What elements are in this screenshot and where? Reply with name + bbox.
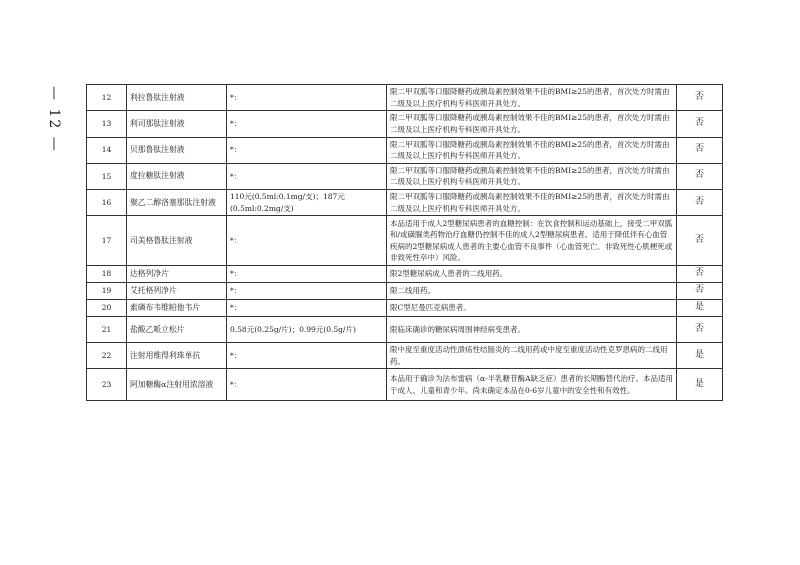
table-row <box>87 283 723 300</box>
drug-table <box>86 84 723 401</box>
table-row <box>87 85 723 111</box>
drug-spec: *： <box>227 111 387 137</box>
drug-name: 聚乙二醇洛塞那肽注射液 <box>127 190 227 216</box>
drug-flag: 是 <box>677 300 723 317</box>
row-number: 18 <box>87 266 127 283</box>
drug-name: 艾托格列净片 <box>127 283 227 300</box>
drug-name: 贝那鲁肽注射液 <box>127 137 227 163</box>
row-number: 12 <box>87 85 127 111</box>
drug-spec: *： <box>227 283 387 300</box>
drug-spec: *： <box>227 85 387 111</box>
drug-restriction: 限2型糖尿病成人患者的二线用药。 <box>387 266 677 283</box>
row-number: 16 <box>87 190 127 216</box>
table-row <box>87 300 723 317</box>
drug-flag: 否 <box>677 85 723 111</box>
drug-flag: 否 <box>677 216 723 266</box>
drug-spec: *： <box>227 369 387 401</box>
drug-name: 盐酸乙哌立松片 <box>127 317 227 343</box>
table-row <box>87 216 723 266</box>
drug-flag: 否 <box>677 317 723 343</box>
drug-spec: *： <box>227 216 387 266</box>
row-number: 17 <box>87 216 127 266</box>
row-number: 21 <box>87 317 127 343</box>
row-number: 13 <box>87 111 127 137</box>
drug-restriction: 限临床确诊的糖尿病周围神经病变患者。 <box>387 317 677 343</box>
drug-name: 注射用维得利珠单抗 <box>127 343 227 369</box>
drug-spec: 110元(0.5ml:0.1mg/支)；187元(0.5ml:0.2mg/支) <box>227 190 387 216</box>
table-row <box>87 190 723 216</box>
drug-flag: 是 <box>677 369 723 401</box>
drug-restriction: 限二甲双胍等口服降糖药或胰岛素控制效果不佳的BMI≥25的患者，首次处方时需由二级及以上医疗机构专科医师开具处方。 <box>387 111 677 137</box>
drug-spec: *： <box>227 163 387 189</box>
drug-spec: *： <box>227 300 387 317</box>
table-row <box>87 111 723 137</box>
drug-name: 利司那肽注射液 <box>127 111 227 137</box>
row-number: 22 <box>87 343 127 369</box>
table-row <box>87 369 723 401</box>
table-row <box>87 266 723 283</box>
drug-restriction: 限二甲双胍等口服降糖药或胰岛素控制效果不佳的BMI≥25的患者，首次处方时需由二级及以上医疗机构专科医师开具处方。 <box>387 190 677 216</box>
drug-flag: 否 <box>677 266 723 283</box>
drug-restriction: 限C型尼曼匹克病患者。 <box>387 300 677 317</box>
drug-table-body <box>87 85 723 401</box>
drug-name: 阿加糖酶α注射用浓溶液 <box>127 369 227 401</box>
row-number: 19 <box>87 283 127 300</box>
drug-restriction: 限二线用药。 <box>387 283 677 300</box>
drug-restriction: 本品用于确诊为法布雷病（α-半乳糖苷酶A缺乏症）患者的长期酶替代治疗。本品适用于成人、儿童和青少年。尚未确定本品在0-6岁儿童中的安全性和有效性。 <box>387 369 677 401</box>
table-row <box>87 137 723 163</box>
drug-flag: 否 <box>677 111 723 137</box>
row-number: 14 <box>87 137 127 163</box>
drug-spec: *： <box>227 137 387 163</box>
drug-restriction: 限中度至重度活动性溃疡性结肠炎的二线用药或中度至重度活动性克罗恩病的二线用药。 <box>387 343 677 369</box>
drug-name: 达格列净片 <box>127 266 227 283</box>
drug-restriction: 限二甲双胍等口服降糖药或胰岛素控制效果不佳的BMI≥25的患者，首次处方时需由二级及以上医疗机构专科医师开具处方。 <box>387 85 677 111</box>
drug-restriction: 本品适用于成人2型糖尿病患者的血糖控制：在饮食控制和运动基础上，接受二甲双胍和/或磺脲类药物治疗血糖仍控制不佳的成人2型糖尿病患者。适用于降低伴有心血管疾病的2型糖尿病成人患者的主要心血管不良事件（心血管死亡、非致死性心肌梗死或非致死性卒中）风险。 <box>387 216 677 266</box>
drug-flag: 否 <box>677 190 723 216</box>
drug-flag: 否 <box>677 163 723 189</box>
page-number: — 12 — <box>46 86 62 153</box>
drug-flag: 否 <box>677 283 723 300</box>
row-number: 20 <box>87 300 127 317</box>
drug-name: 度拉糖肽注射液 <box>127 163 227 189</box>
drug-name: 司美格鲁肽注射液 <box>127 216 227 266</box>
row-number: 23 <box>87 369 127 401</box>
table-row <box>87 343 723 369</box>
drug-restriction: 限二甲双胍等口服降糖药或胰岛素控制效果不佳的BMI≥25的患者，首次处方时需由二级及以上医疗机构专科医师开具处方。 <box>387 163 677 189</box>
drug-flag: 是 <box>677 343 723 369</box>
row-number: 15 <box>87 163 127 189</box>
drug-flag: 否 <box>677 137 723 163</box>
drug-spec: 0.58元(0.25g/片)；0.99元(0.5g/片) <box>227 317 387 343</box>
drug-spec: *： <box>227 266 387 283</box>
drug-restriction: 限二甲双胍等口服降糖药或胰岛素控制效果不佳的BMI≥25的患者，首次处方时需由二级及以上医疗机构专科医师开具处方。 <box>387 137 677 163</box>
drug-spec: *： <box>227 343 387 369</box>
drug-name: 索磷布韦维帕他韦片 <box>127 300 227 317</box>
table-row <box>87 163 723 189</box>
drug-name: 利拉鲁肽注射液 <box>127 85 227 111</box>
table-row <box>87 317 723 343</box>
